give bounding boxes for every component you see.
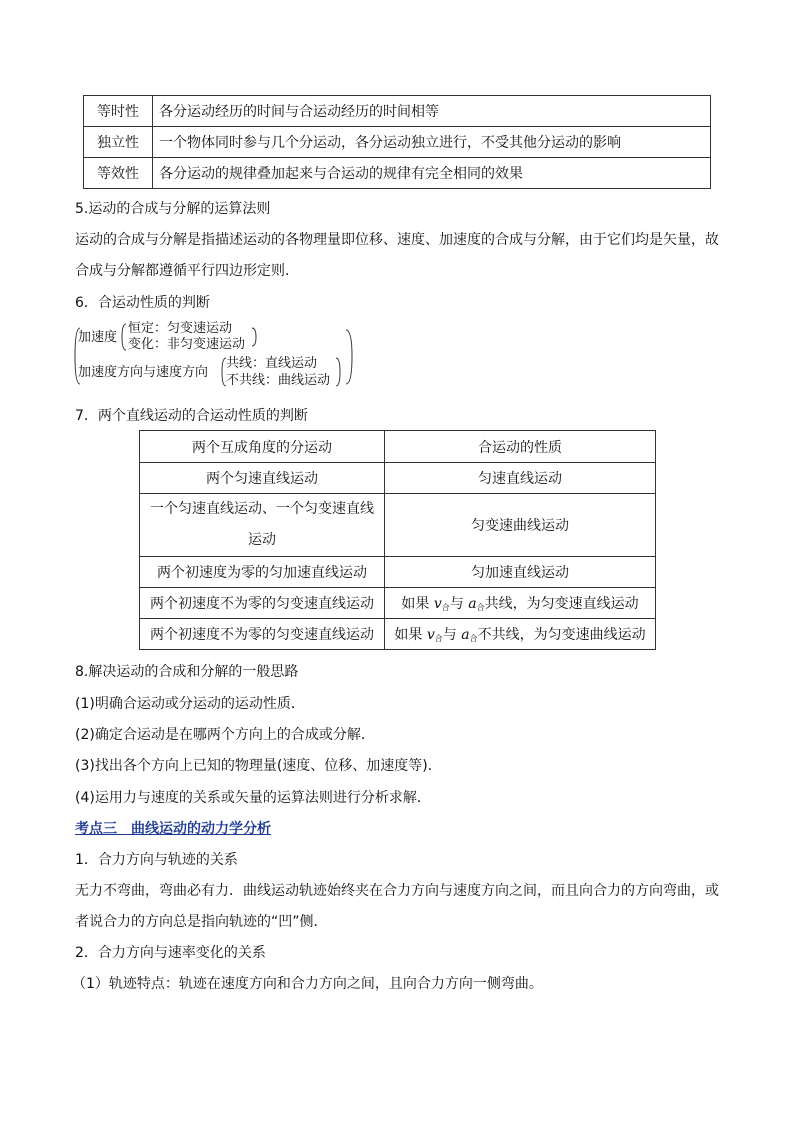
table-row bbox=[84, 158, 711, 189]
key-point-3-heading: 考点三 曲线运动的动力学分析 bbox=[75, 821, 271, 837]
tree-noncollinear: 不共线：曲线运动 bbox=[226, 373, 331, 388]
acceleration-symbol: a bbox=[461, 627, 470, 643]
tree-collinear: 共线：直线运动 bbox=[226, 356, 318, 371]
table-header-cell: 两个互成角度的分运动 bbox=[140, 431, 385, 463]
cell-line: 运动 bbox=[248, 532, 276, 548]
table-cell bbox=[140, 494, 385, 557]
table-row bbox=[140, 431, 656, 463]
cell-text: 与 bbox=[449, 596, 469, 612]
subscript: 合 bbox=[469, 634, 478, 643]
cell-text: 如果 bbox=[401, 596, 434, 612]
table-row bbox=[140, 588, 656, 619]
list-item: (3)找出各个方向上已知的物理量(速度、位移、加速度等)． bbox=[75, 758, 442, 774]
paragraph-line: 无力不弯曲，弯曲必有力．曲线运动轨迹始终夹在合力方向与速度方向之间，而且向合力的方向弯曲，或 bbox=[75, 883, 719, 899]
table-cell: 匀速直线运动 bbox=[385, 463, 656, 494]
table-cell: 匀变速曲线运动 bbox=[385, 494, 656, 557]
acceleration-symbol: a bbox=[468, 596, 477, 612]
subscript: 合 bbox=[476, 603, 485, 612]
list-item: (4)运用力与速度的关系或矢量的运算法则进行分析求解． bbox=[75, 790, 431, 806]
section-5-line1: 运动的合成与分解是指描述运动的各物理量即位移、速度、加速度的合成与分解，由于它们均是矢量，故 bbox=[75, 232, 719, 248]
cell-line: 一个匀速直线运动、一个匀变速直线 bbox=[150, 501, 374, 517]
velocity-symbol: v bbox=[426, 627, 435, 643]
table-header-cell: 合运动的性质 bbox=[385, 431, 656, 463]
section-7-title: 7．两个直线运动的合运动性质的判断 bbox=[75, 408, 308, 424]
tree-constant: 恒定：匀变速运动 bbox=[128, 321, 233, 336]
property-table bbox=[83, 95, 711, 189]
paragraph-line: （1）轨迹特点：轨迹在速度方向和合力方向之间，且向合力方向一侧弯曲。 bbox=[72, 976, 543, 992]
cell-text: 与 bbox=[442, 627, 462, 643]
list-item: (1)明确合运动或分运动的运动性质． bbox=[75, 696, 305, 712]
table-cell: 匀加速直线运动 bbox=[385, 557, 656, 588]
motion-table bbox=[139, 430, 656, 650]
table-cell: 两个初速度不为零的匀变速直线运动 bbox=[140, 619, 385, 650]
cell-text: 如果 bbox=[394, 627, 427, 643]
table-cell: 各分运动的规律叠加起来与合运动的规律有完全相同的效果 bbox=[153, 158, 711, 189]
section-5-line2: 合成与分解都遵循平行四边形定则. bbox=[75, 263, 290, 279]
velocity-symbol: v bbox=[433, 596, 442, 612]
table-cell: 两个匀速直线运动 bbox=[140, 463, 385, 494]
table-cell: 等时性 bbox=[84, 96, 153, 127]
table-cell: 两个初速度不为零的匀变速直线运动 bbox=[140, 588, 385, 619]
tree-varying: 变化：非匀变速运动 bbox=[128, 337, 246, 352]
list-item: (2)确定合运动是在哪两个方向上的合成或分解． bbox=[75, 727, 375, 743]
table-cell bbox=[385, 619, 656, 650]
subscript: 合 bbox=[441, 603, 450, 612]
subsection-2-title: 2．合力方向与速率变化的关系 bbox=[75, 945, 266, 961]
tree-direction: 加速度方向与速度方向 bbox=[78, 365, 209, 380]
table-row bbox=[84, 127, 711, 158]
table-cell: 一个物体同时参与几个分运动，各分运动独立进行，不受其他分运动的影响 bbox=[153, 127, 711, 158]
subsection-1-title: 1．合力方向与轨迹的关系 bbox=[75, 852, 238, 868]
cell-text: 共线，为匀变速直线运动 bbox=[484, 596, 639, 612]
judgment-tree bbox=[74, 320, 354, 392]
table-row bbox=[140, 557, 656, 588]
table-row bbox=[84, 96, 711, 127]
table-cell bbox=[385, 588, 656, 619]
table-row bbox=[140, 619, 656, 650]
paragraph-line: 者说合力的方向总是指向轨迹的“凹”侧． bbox=[75, 914, 328, 930]
cell-text: 不共线，为匀变速曲线运动 bbox=[477, 627, 646, 643]
table-row bbox=[140, 463, 656, 494]
table-row bbox=[140, 494, 656, 557]
subscript: 合 bbox=[434, 634, 443, 643]
table-cell: 等效性 bbox=[84, 158, 153, 189]
table-cell: 独立性 bbox=[84, 127, 153, 158]
section-8-title: 8.解决运动的合成和分解的一般思路 bbox=[75, 664, 299, 680]
section-5-title: 5.运动的合成与分解的运算法则 bbox=[75, 201, 271, 217]
table-cell: 两个初速度为零的匀加速直线运动 bbox=[140, 557, 385, 588]
section-6-title: 6．合运动性质的判断 bbox=[75, 295, 210, 311]
tree-acceleration: 加速度 bbox=[78, 330, 118, 345]
table-cell: 各分运动经历的时间与合运动经历的时间相等 bbox=[153, 96, 711, 127]
